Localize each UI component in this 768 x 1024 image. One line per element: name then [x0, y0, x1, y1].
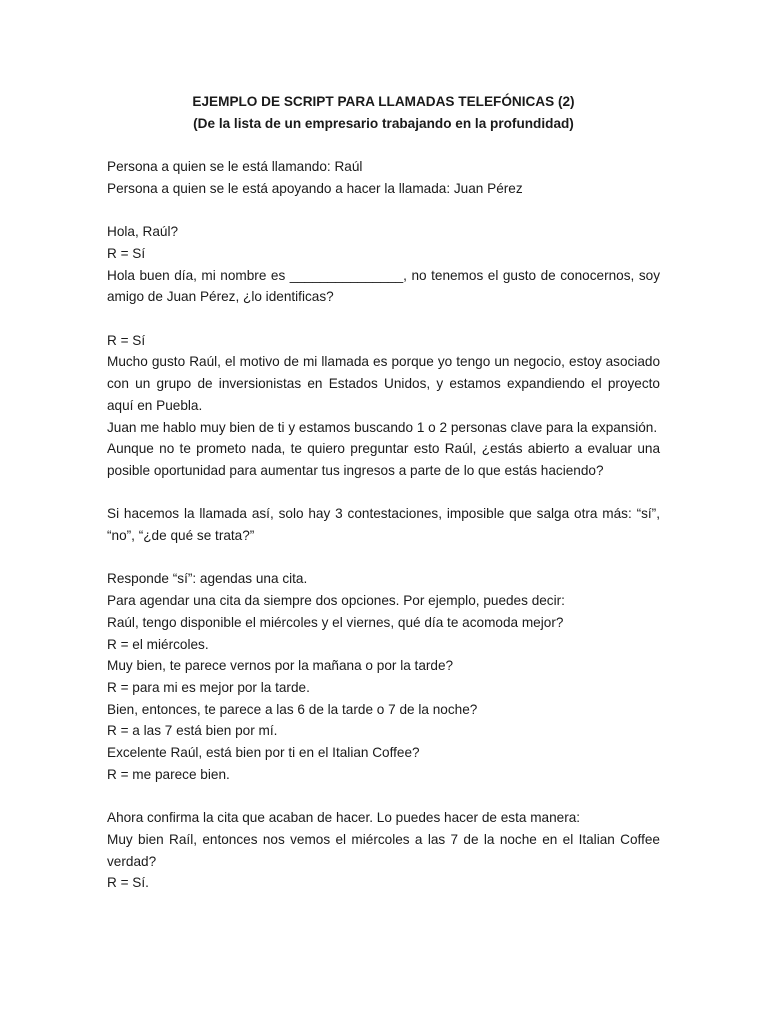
confirm-paragraph: Muy bien Raíl, entonces nos vemos el miércoles a las 7 de la noche en el Italian Coffee verdad? — [107, 831, 660, 869]
reply-line: R = Sí — [107, 245, 146, 261]
intro-paragraph: Hola buen día, mi nombre es _______________, no tenemos el gusto de conocernos, soy amigo de Juan Pérez, ¿lo identificas? — [107, 267, 660, 305]
question-paragraph: Aunque no te prometo nada, te quiero preguntar esto Raúl, ¿estás abierto a evaluar una posible oportunidad para aumentar tus ingresos a parte de lo que estás haciendo? — [107, 441, 660, 478]
juan-paragraph: Juan me hablo muy bien de ti y estamos buscando 1 o 2 personas clave para la expansión. — [107, 419, 658, 435]
document-page — [107, 91, 660, 894]
section-pitch — [107, 330, 660, 482]
appointment-line: Bien, entonces, te parece a las 6 de la tarde o 7 de la noche? — [107, 701, 478, 717]
title-line-1: EJEMPLO DE SCRIPT PARA LLAMADAS TELEFÓNICAS (2) — [192, 94, 575, 109]
section-appointment — [107, 568, 660, 785]
greeting-line: Hola, Raúl? — [107, 224, 179, 240]
appointment-line: Para agendar una cita da siempre dos opciones. Por ejemplo, puedes decir: — [107, 593, 565, 609]
called-person-line: Persona a quien se le está llamando: Raúl — [107, 159, 363, 175]
document-title — [107, 91, 660, 134]
appointment-line: R = el miércoles. — [107, 636, 209, 652]
appointment-line: R = a las 7 está bien por mí. — [107, 723, 278, 739]
section-greeting — [107, 221, 660, 308]
pitch-paragraph: Mucho gusto Raúl, el motivo de mi llamada es porque yo tengo un negocio, estoy asociado con un grupo de inversionistas en Estados Unidos, y estamos expandiendo el proyecto aquí en Puebla. — [107, 354, 660, 413]
answers-paragraph: Si hacemos la llamada así, solo hay 3 contestaciones, imposible que salga otra más: “sí”, “no”, “¿de qué se trata?” — [107, 506, 660, 543]
confirm-intro-line: Ahora confirma la cita que acaban de hacer. Lo puedes hacer de esta manera: — [107, 810, 581, 826]
title-line-2: (De la lista de un empresario trabajando en la profundidad) — [193, 115, 574, 131]
appointment-line: Raúl, tengo disponible el miércoles y el viernes, qué día te acomoda mejor? — [107, 614, 564, 630]
appointment-line: Responde “sí”: agendas una cita. — [107, 571, 308, 587]
reply-line: R = Sí — [107, 332, 146, 348]
supported-person-line: Persona a quien se le está apoyando a hacer la llamada: Juan Pérez — [107, 180, 523, 196]
section-confirmation — [107, 807, 660, 894]
appointment-line: Muy bien, te parece vernos por la mañana o por la tarde? — [107, 658, 454, 674]
appointment-line: R = para mi es mejor por la tarde. — [107, 679, 310, 695]
header-info — [107, 156, 660, 199]
reply-line: R = Sí. — [107, 875, 149, 891]
appointment-line: R = me parece bien. — [107, 766, 230, 782]
section-answers — [107, 503, 660, 546]
appointment-line: Excelente Raúl, está bien por ti en el Italian Coffee? — [107, 745, 420, 761]
